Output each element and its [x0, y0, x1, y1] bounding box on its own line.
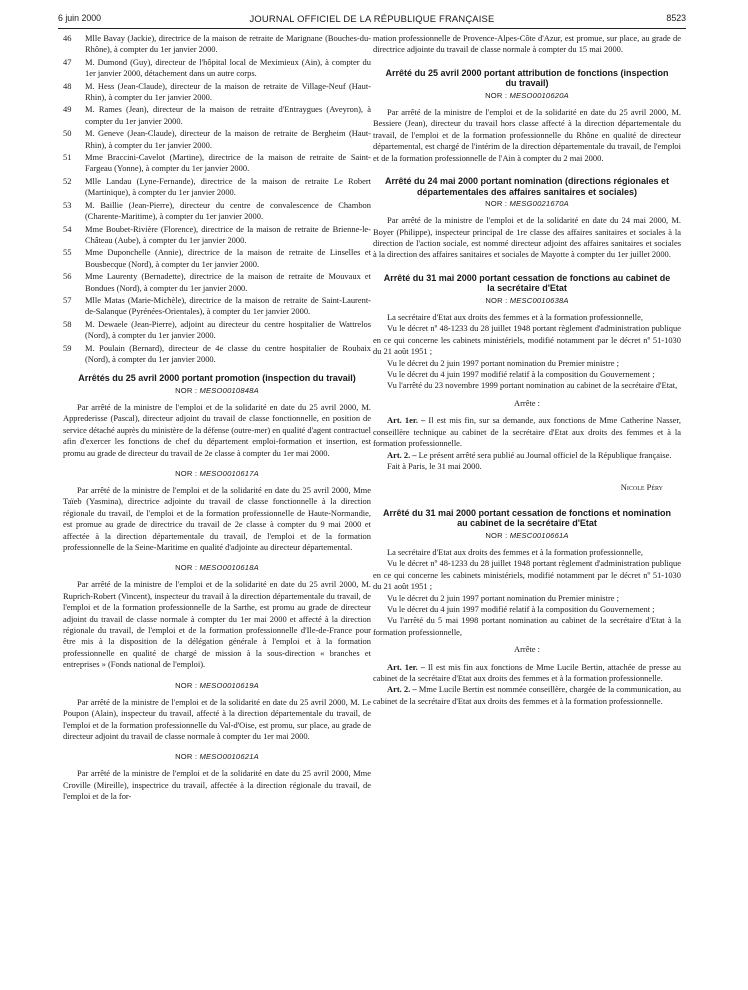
nor-reference: NOR : MESG0021670A [485, 199, 569, 209]
decree-paragraph: Par arrêté de la ministre de l'emploi et de la solidarité en date du 25 avril 2000, M. Apprederisse (Pascal), directeur adjoint du travail de classe fonctionnelle, en position de service détaché auprès du ministère de la défense (outre-mer) en qualité d'agent contractuel afin d'exercer les fonctions de chef du département emploi-formation et insertion, est promu au grade de directeur du travail de 2e classe à compter du 1er mai 2000. [63, 401, 371, 458]
decree-paragraph: Par arrêté de la ministre de l'emploi et de la solidarité en date du 25 avril 2000, M. Le Poupon (Alain), inspecteur du travail, affecté à la direction départementale du travail, de l'emploi et de la formation professionnelle du Val-d'Oise, est promu, sur place, au grade de directeur adjoint du travail de classe normale à compter du 1er mai 2000. [63, 696, 371, 741]
list-item-number: 56 [63, 271, 72, 282]
arrete-heading: Arrête : [513, 397, 540, 408]
list-item [63, 224, 371, 247]
list-item [63, 343, 371, 366]
decree-paragraph: Par arrêté de la ministre de l'emploi et de la solidarité en date du 25 avril 2000, M. Ruprich-Robert (Vincent), inspecteur du travail à la direction départementale du travail, de l'emploi et de la formation professionnelle de la Sarthe, est promu au grade de directeur adjoint du travail de classe normale à compter du 1er mai 2000 et affecté à la direction régionale du travail, de l'emploi et de la formation professionnelle d'Ile-de-France pour être mis à la disposition de la délégation générale à l'emploi et à la formation professionnelle en qualité de chargé de mission à la sous-direction « branches et entreprises » (Fonds national de l'emploi). [63, 579, 371, 670]
list-item [63, 200, 371, 223]
list-item-text: M. Baillie (Jean-Pierre), directeur du centre de convalescence de Chambon (Charente-Maritime), à compter du 1er janvier 2000. [85, 199, 371, 222]
arrete-heading: Arrête : [513, 644, 540, 655]
list-item-text: Mlle Bavay (Jackie), directrice de la maison de retraite de Marignane (Bouches-du-Rhône), à compter du 1er janvier 2000. [85, 33, 371, 55]
list-item-text: M. Dumond (Guy), directeur de l'hôpital local de Meximieux (Ain), à compter du 1er janvier 2000, détachement dans un autre corps. [85, 56, 371, 79]
list-item-number: 46 [63, 33, 72, 43]
list-item-number: 58 [63, 318, 72, 329]
list-item-number: 49 [63, 104, 72, 115]
list-item-text: Mme Duponchelle (Annie), directrice de la maison de retraite de Linselles et Bousbecque (Nord), à compter du 1er janvier 2000. [85, 247, 371, 269]
decree-paragraph: Par arrêté de la ministre de l'emploi et de la solidarité en date du 25 avril 2000, Mme Taïeb (Yasmina), directrice adjointe du travail de classe fonctionnelle à la direction régionale du travail, de l'emploi et de la formation professionnelle de Haute-Normandie, est promue au grade de directrice du travail de 2e classe à compter du 9 mai 2000 et affectée à la direction départementale du travail, de l'emploi et de la formation professionnelle de la Seine-Maritime en qualité d'adjointe au directeur départemental. [63, 485, 371, 553]
visa-line: Vu le décret du 2 juin 1997 portant nomination du Premier ministre ; [387, 357, 619, 368]
nor-reference: NOR : MESO0010618A [175, 563, 259, 573]
nor-reference: NOR : MESC0010661A [485, 530, 569, 540]
list-item-text: Mlle Matas (Marie-Michèle), directrice de la maison de retraite de Saint-Laurent-de-Salanque (Pyrénées-Orientales), à compter du 1er janvier 2000. [85, 294, 371, 317]
list-item-text: M. Hess (Jean-Claude), directeur de la maison de retraite de Village-Neuf (Haut-Rhin), à compter du 1er janvier 2000. [85, 80, 371, 103]
article-1: Art. 1er. – Il est mis fin, sur sa demande, aux fonctions de Mme Catherine Nasser, conseillère technique au cabinet de la secrétaire d'Etat aux droits des femmes et à la formation professionnelle. [373, 415, 681, 449]
list-item-text: M. Dewaele (Jean-Pierre), adjoint au directeur du centre hospitalier de Wattrelos (Nord), à compter du 1er janvier 2000. [85, 318, 371, 341]
list-item-text: M. Poulain (Bernard), directeur de 4e classe du centre hospitalier de Roubaix (Nord), à compter du 1er janvier 2000. [85, 342, 371, 364]
section-title-nomination: Arrêté du 24 mai 2000 portant nomination (directions régionales et départementales des affaires sanitaires et sociales) [384, 176, 670, 197]
list-item-number: 48 [63, 80, 72, 91]
nor-reference: NOR : MESO0010619A [175, 680, 259, 690]
list-item-text: Mme Laurenty (Bernadette), directrice de la maison de retraite de Mouvaux et Bondues (Nord), à compter du 1er janvier 2000. [85, 271, 371, 293]
header-date: 6 juin 2000 [58, 13, 102, 23]
right-column [373, 33, 681, 983]
list-item-text: Mlle Landau (Lyne-Fernande), directrice de la maison de retraite Le Robert (Martinique), à compter du 1er janvier 2000. [85, 175, 371, 198]
decree-paragraph: Par arrêté de la ministre de l'emploi et de la solidarité en date du 25 avril 2000, M. Bessiere (Jean), directeur du travail hors classe affecté à la direction départementale du travail, de l'emploi et de la formation professionnelle du Rhône en qualité de directeur départemental, est chargé de l'intérim de la direction départementale du travail, de l'emploi et de la formation professionnelle de l'Ain à compter du 2 mai 2000. [373, 107, 681, 163]
article-1: Art. 1er. – Il est mis fin aux fonctions de Mme Lucile Bertin, attachée de presse au cabinet de la secrétaire d'Etat aux droits des femmes et à la formation professionnelle. [373, 661, 681, 683]
list-item-number: 51 [63, 152, 72, 163]
list-item [63, 295, 371, 318]
visa-line: Vu le décret nº 48-1233 du 28 juillet 1948 portant règlement d'administration publique en ce qui concerne les cabinets ministériels, modifié notamment par le décret nº 51-1030 du 21 août 1951 ; [373, 323, 681, 357]
nor-reference: NOR : MESO0010617A [175, 469, 259, 478]
list-item [63, 33, 371, 56]
list-item [63, 128, 371, 151]
header-page-number: 8523 [666, 13, 686, 23]
appointment-list [63, 33, 371, 365]
left-column [63, 33, 371, 983]
list-item-number: 53 [63, 199, 72, 210]
list-item-number: 57 [63, 294, 72, 305]
list-item-number: 59 [63, 342, 72, 353]
list-item [63, 152, 371, 175]
article-2: Art. 2. – Le présent arrêté sera publié au Journal officiel de la République française. [387, 449, 672, 460]
article-2: Art. 2. – Mme Lucile Bertin est nommée conseillère, chargée de la communication, au cabinet de la secrétaire d'Etat aux droits des femmes et à la formation professionnelle. [373, 684, 681, 706]
list-item-number: 54 [63, 223, 72, 234]
section-title-attribution: Arrêté du 25 avril 2000 portant attribution de fonctions (inspection du travail) [385, 67, 669, 89]
visa-line: Vu le décret du 2 juin 1997 portant nomination du Premier ministre ; [387, 592, 619, 603]
list-item-text: Mme Braccini-Cavelot (Martine), directrice de la maison de retraite de Saint-Fargeau (Yonne), à compter du 1er janvier 2000. [85, 152, 371, 174]
list-item [63, 81, 371, 104]
list-item [63, 319, 371, 342]
visa-line: Vu le décret du 4 juin 1997 modifié relatif à la composition du Gouvernement ; [387, 603, 655, 614]
section-title-cessation: Arrêté du 31 mai 2000 portant cessation de fonctions au cabinet de la secrétaire d'Etat [383, 272, 671, 294]
decree-paragraph: Par arrêté de la ministre de l'emploi et de la solidarité en date du 25 avril 2000, Mme Croville (Mireille), inspectrice du travail, affectée à la direction régionale du travail, de l'emploi et de la for- [63, 768, 371, 802]
continued-paragraph: mation professionnelle de Provence-Alpes-Côte d'Azur, est promue, sur place, au grade de directrice adjointe du travail de classe normale à compter du 15 mai 2000. [373, 33, 681, 55]
list-item-number: 50 [63, 128, 72, 139]
section-title-cessation-nomination: Arrêté du 31 mai 2000 portant cessation de fonctions et nomination au cabinet de la secrétaire d'Etat [382, 507, 672, 529]
decree-paragraph: Par arrêté de la ministre de l'emploi et de la solidarité en date du 24 mai 2000, M. Boyer (Philippe), inspecteur principal de 1re classe des affaires sanitaires et sociales à la direction de l'action sociale, est nommé directeur adjoint des affaires sanitaires et sociales à la direction des affaires sanitaires et sociales de Mayotte à compter du 1er juillet 2000. [373, 215, 681, 260]
nor-reference: NOR : MESO0010621A [175, 752, 259, 762]
visa-line: Vu le décret du 4 juin 1997 modifié relatif à la composition du Gouvernement ; [387, 369, 655, 380]
page-header [58, 13, 686, 27]
nor-reference: NOR : MESO0010620A [485, 91, 569, 100]
header-journal-title: JOURNAL OFFICIEL DE LA RÉPUBLIQUE FRANÇAISE [249, 13, 495, 24]
nor-reference: NOR : MESC0010638A [485, 296, 569, 306]
visa-line: Vu le décret nº 48-1233 du 28 juillet 1948 portant règlement d'administration publique en ce qui concerne les cabinets ministériels, modifié notamment par le décret nº 51-1030 du 21 août 1951 ; [373, 558, 681, 592]
nor-reference: NOR : MESO0010848A [175, 385, 259, 395]
visa-line: Vu l'arrêté du 23 novembre 1999 portant nomination au cabinet de la secrétaire d'Etat, [387, 380, 678, 391]
list-item-text: M. Geneve (Jean-Claude), directeur de la maison de retraite de Bergheim (Haut-Rhin), à compter du 1er janvier 2000. [85, 128, 371, 150]
list-item-number: 47 [63, 56, 72, 67]
visa-line: Vu l'arrêté du 5 mai 1998 portant nomination au cabinet de la secrétaire d'Etat à la formation professionnelle, [373, 615, 681, 637]
section-title-promotion: Arrêtés du 25 avril 2000 portant promotion (inspection du travail) [78, 373, 356, 384]
list-item-number: 52 [63, 175, 72, 186]
list-item [63, 57, 371, 80]
list-item [63, 104, 371, 127]
decree-intro: La secrétaire d'Etat aux droits des femmes et à la formation professionnelle, [387, 312, 643, 323]
list-item [63, 176, 371, 199]
signature-place-date: Fait à Paris, le 31 mai 2000. [387, 460, 482, 471]
list-item [63, 247, 371, 270]
list-item-text: M. Rames (Jean), directeur de la maison de retraite d'Entraygues (Aveyron), à compter du 1er janvier 2000. [85, 104, 371, 126]
list-item-text: Mme Boubet-Rivière (Florence), directrice de la maison de retraite de Brienne-le-Château (Aube), à compter du 1er janvier 2000. [85, 223, 371, 245]
list-item-number: 55 [63, 247, 72, 258]
decree-intro: La secrétaire d'Etat aux droits des femmes et à la formation professionnelle, [387, 546, 643, 557]
list-item [63, 271, 371, 294]
header-rule [58, 28, 686, 29]
signature-name: Nicole Péry [620, 482, 663, 493]
